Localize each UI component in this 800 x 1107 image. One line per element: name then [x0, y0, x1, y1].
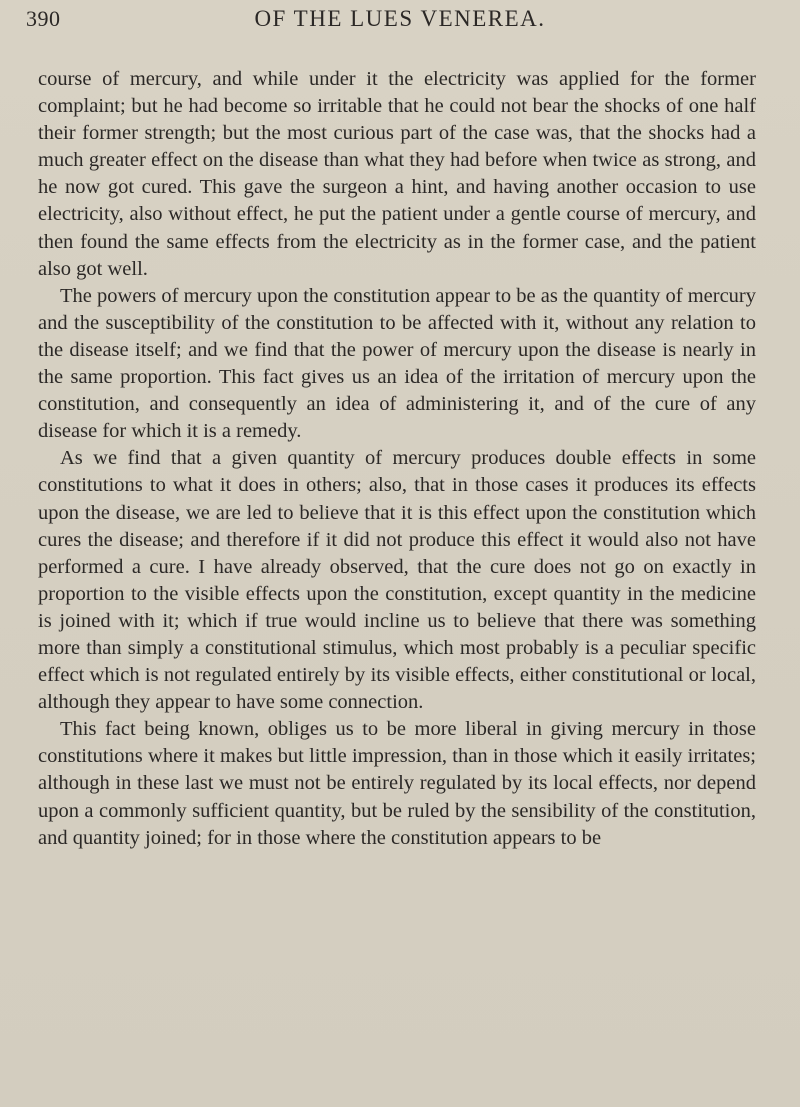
- paragraph-2: The powers of mercury upon the constitution appear to be as the quantity of mercury and the susceptibility of the constitution to be affected with it, without any relation to the disease itself; and we find that the power of mercury upon the disease is nearly in the same proportion. This fact gives us an idea of the irritation of mercury upon the constitution, and consequently an idea of administering it, and of the cure of any disease for which it is a remedy.: [38, 284, 756, 443]
- body-text: [38, 66, 756, 852]
- page-number: 390: [26, 6, 61, 31]
- paragraph-3: As we find that a given quantity of mercury produces double effects in some constitutions to what it does in others; also, that in those cases it produces its effects upon the disease, we are led to believe that it is this effect upon the constitution which cures the disease; and therefore if it did not produce this effect it would also not have performed a cure. I have already observed, that the cure does not go on exactly in proportion to the visible effects upon the constitution, except quantity in the medicine is joined with it; which if true would incline us to believe that there was something more than simply a constitutional stimulus, which most probably is a peculiar specific effect which is not regulated entirely by its visible effects, either constitutional or local, although they appear to have some connection.: [38, 447, 756, 714]
- paragraph-1: course of mercury, and while under it the electricity was applied for the former complaint; but he had become so irritable that he could not bear the shocks of one half their former strength; but the most curious part of the case was, that the shocks had a much greater effect on the disease than what they had before when twice as strong, and he now got cured. This gave the surgeon a hint, and having another occasion to use electricity, also without effect, he put the patient under a gentle course of mercury, and then found the same effects from the electricity as in the former case, and the patient also got well.: [38, 68, 756, 280]
- running-head: OF THE LUES VENEREA.: [254, 6, 546, 31]
- page-header: [26, 6, 774, 46]
- paragraph-4: This fact being known, obliges us to be more liberal in giving mercury in those constitutions where it makes but little impression, than in those which it easily irritates; although in these last we must not be entirely regulated by its local effects, nor depend upon a commonly sufficient quantity, but be ruled by the sensibility of the constitution, and quantity joined; for in those where the constitution appears to be: [38, 718, 756, 849]
